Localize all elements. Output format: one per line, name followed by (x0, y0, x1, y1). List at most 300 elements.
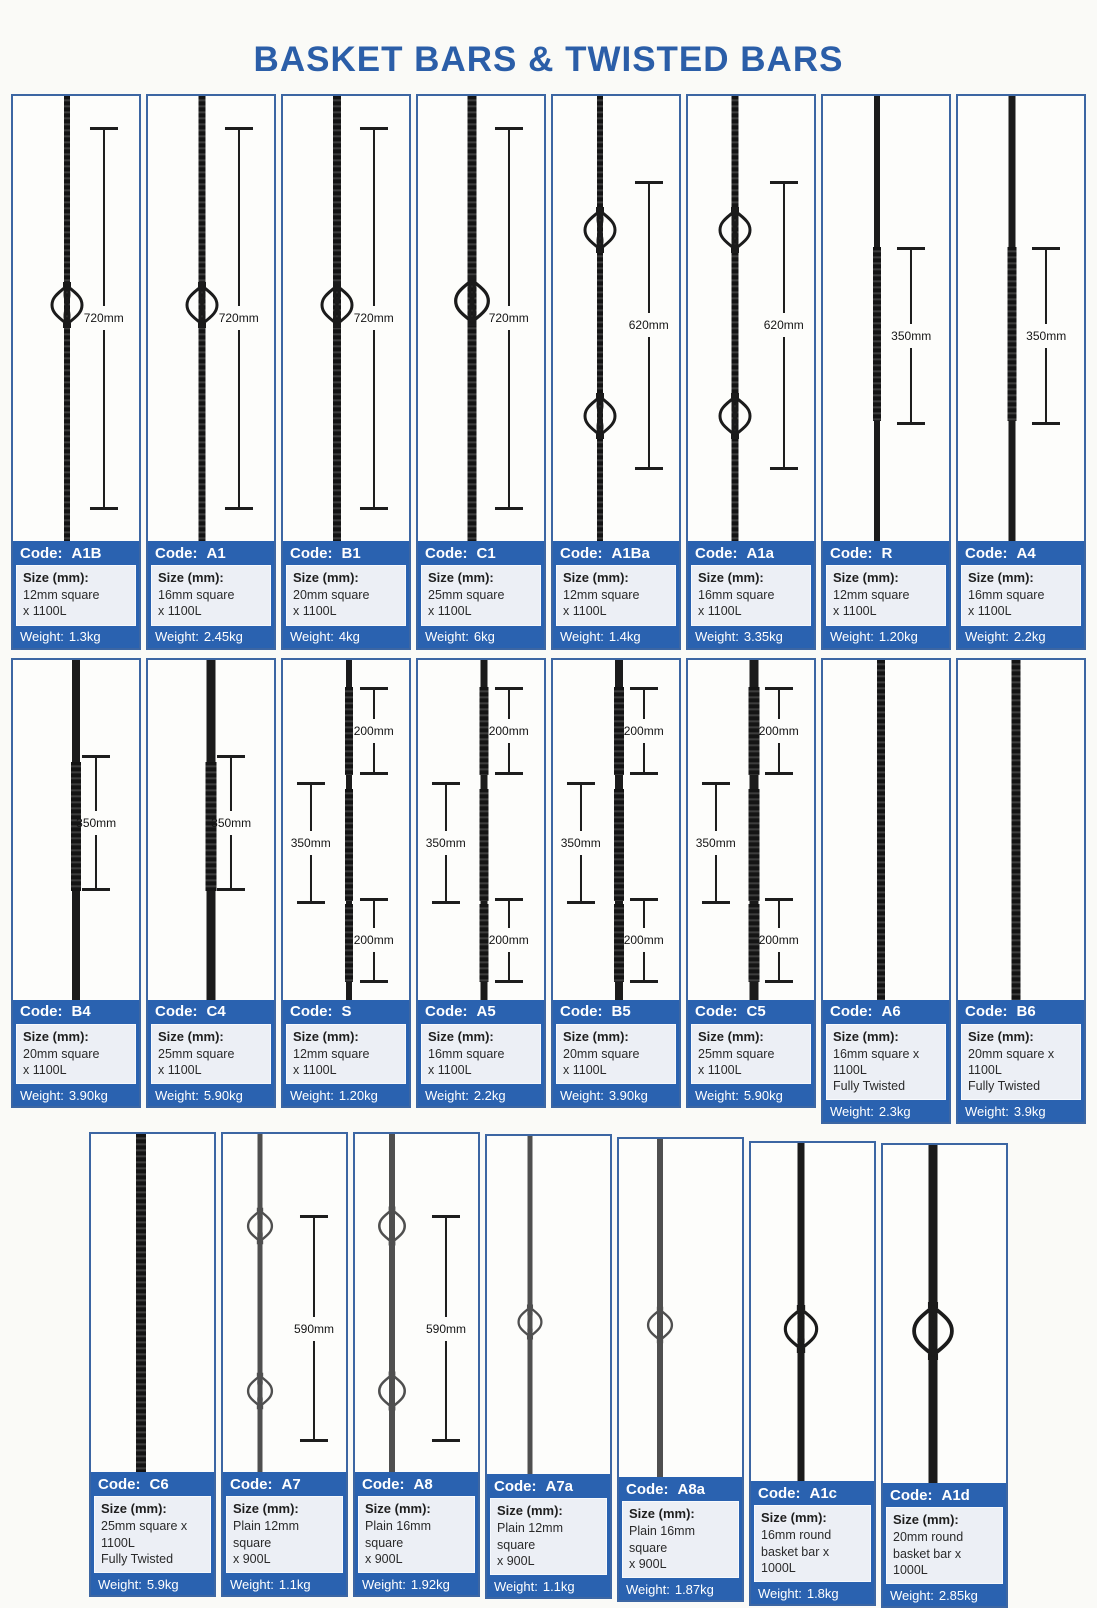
size-box (691, 1024, 811, 1085)
size-heading: Size (mm): (365, 1501, 431, 1517)
code-value: S (341, 1003, 352, 1020)
weight-band (883, 1584, 1006, 1606)
weight-value: 2.2kg (1013, 629, 1046, 644)
code-value: A8 (413, 1475, 433, 1493)
product-info (619, 1477, 742, 1600)
size-line: x 1100L (698, 604, 742, 619)
code-value: C4 (206, 1003, 226, 1020)
bar-graphic (346, 660, 352, 1000)
size-box (622, 1501, 739, 1578)
weight-value: 5.9kg (146, 1576, 179, 1592)
dimension-marker (291, 782, 331, 904)
basket-ornament (246, 1373, 273, 1410)
weight-label: Weight: (890, 1587, 934, 1603)
size-box (556, 1024, 676, 1085)
weight-band (751, 1582, 874, 1604)
product-info (13, 541, 139, 648)
size-line: basket bar x 1000L (761, 1544, 830, 1575)
code-band (823, 541, 949, 565)
basket-icon (646, 1307, 673, 1344)
dimension-label: 590mm (426, 1321, 467, 1336)
basket-ornament (646, 1307, 673, 1344)
weight-label: Weight: (830, 629, 874, 644)
weight-label: Weight: (695, 629, 739, 644)
size-lines (833, 1046, 939, 1095)
size-box (151, 565, 271, 626)
code-label: Code: (965, 1003, 1008, 1020)
code-value: A1 (206, 544, 226, 562)
size-line: Plain 12mm square (497, 1521, 563, 1552)
size-lines (158, 1046, 264, 1079)
product-image (418, 660, 544, 1000)
size-lines (497, 1520, 600, 1569)
basket-icon (377, 1206, 406, 1245)
weight-band (823, 626, 949, 648)
bar-graphic (731, 96, 738, 541)
product-image (283, 96, 409, 541)
size-lines (233, 1518, 336, 1567)
product-info (751, 1481, 874, 1604)
basket-icon (517, 1305, 543, 1340)
code-label: Code: (155, 544, 198, 562)
code-label: Code: (290, 544, 333, 562)
size-line: 25mm square (698, 1046, 775, 1061)
size-line: x 1100L (158, 1062, 202, 1077)
size-heading: Size (mm): (698, 570, 764, 585)
code-band (418, 541, 544, 565)
code-label: Code: (494, 1477, 537, 1495)
bar-graphic (749, 660, 758, 1000)
size-lines (833, 587, 939, 620)
code-label: Code: (695, 1003, 738, 1020)
code-band (958, 1000, 1084, 1024)
product-grid (0, 94, 1097, 1608)
size-line: x 1100L (563, 1062, 607, 1077)
product-info (958, 1000, 1084, 1123)
code-label: Code: (830, 1003, 873, 1020)
code-band (148, 541, 274, 565)
code-value: A5 (476, 1003, 496, 1020)
twisted-section (614, 687, 624, 775)
weight-band (148, 626, 274, 648)
size-line: x 1100L (293, 1062, 337, 1077)
basket-icon (454, 275, 491, 326)
product-image (958, 96, 1084, 541)
code-value: B1 (341, 544, 361, 562)
basket-icon (718, 393, 752, 439)
twisted-section (873, 247, 881, 421)
dimension-label: 620mm (763, 318, 804, 333)
size-box (16, 1024, 136, 1085)
weight-label: Weight: (425, 629, 469, 644)
basket-ornament (377, 1372, 406, 1411)
weight-value: 1.20kg (878, 629, 918, 644)
size-heading: Size (mm): (968, 570, 1034, 585)
product-info (355, 1472, 478, 1595)
size-heading: Size (mm): (968, 1028, 1034, 1044)
code-band (223, 1472, 346, 1496)
weight-value: 3.90kg (608, 1087, 648, 1103)
code-band (553, 1000, 679, 1024)
size-line: Fully Twisted (833, 1079, 906, 1093)
code-band (355, 1472, 478, 1496)
code-value: C1 (476, 544, 496, 562)
size-box (358, 1496, 475, 1573)
bar-graphic (1009, 96, 1016, 541)
weight-label: Weight: (560, 629, 604, 644)
bar-graphic (257, 1134, 262, 1472)
size-line: x 1100L (428, 1062, 472, 1077)
size-line: x 900L (365, 1551, 403, 1566)
dimension-marker (624, 687, 664, 775)
dimension-marker (426, 782, 466, 904)
weight-label: Weight: (560, 1087, 604, 1103)
size-lines (563, 587, 669, 620)
weight-value: 1.1kg (542, 1578, 575, 1594)
weight-band (958, 1100, 1084, 1122)
code-value: C5 (746, 1003, 766, 1020)
size-line: 16mm square x 1100L (833, 1046, 920, 1077)
product-card (485, 1134, 612, 1599)
product-card (146, 658, 276, 1109)
dimension-label: 720mm (83, 311, 124, 326)
product-card (881, 1143, 1008, 1608)
product-image (619, 1139, 742, 1477)
weight-label: Weight: (695, 1087, 739, 1103)
size-heading: Size (mm): (101, 1501, 167, 1517)
dimension-marker (354, 687, 394, 775)
size-line: x 1100L (698, 1062, 742, 1077)
size-heading: Size (mm): (158, 570, 224, 585)
size-box (691, 565, 811, 626)
twisted-section (479, 904, 488, 982)
product-info (13, 1000, 139, 1107)
twisted-section (345, 789, 353, 901)
size-line: 16mm round (761, 1528, 832, 1543)
product-image (823, 660, 949, 1000)
dimension-marker (294, 1215, 334, 1441)
code-value: A6 (881, 1003, 901, 1020)
weight-value: 4kg (338, 629, 360, 644)
product-card (89, 1132, 216, 1597)
code-band (148, 1000, 274, 1024)
code-value: R (881, 544, 893, 562)
weight-value: 1.87kg (674, 1581, 714, 1597)
dimension-label: 350mm (76, 815, 117, 830)
code-label: Code: (362, 1475, 405, 1493)
bar-graphic (597, 96, 603, 541)
twisted-section (479, 789, 488, 901)
code-band (688, 1000, 814, 1024)
size-line: x 1100L (968, 604, 1012, 619)
twisted-section (1008, 247, 1017, 421)
product-image (553, 660, 679, 1000)
size-line: 16mm square (158, 588, 235, 602)
size-lines (23, 587, 129, 620)
weight-value: 3.9kg (1013, 1103, 1046, 1119)
size-lines (968, 1046, 1074, 1095)
dimension-label: 200mm (488, 933, 529, 947)
page-title: BASKET BARS & TWISTED BARS (253, 40, 844, 79)
size-lines (293, 1046, 399, 1079)
code-value: B4 (71, 1003, 91, 1020)
code-label: Code: (965, 544, 1008, 562)
product-row (0, 94, 1097, 650)
weight-label: Weight: (758, 1585, 802, 1601)
product-image (823, 96, 949, 541)
dimension-marker (489, 898, 529, 983)
code-label: Code: (425, 1003, 468, 1020)
size-heading: Size (mm): (233, 1501, 299, 1517)
size-line: x 1100L (563, 604, 607, 619)
weight-band (223, 1573, 346, 1595)
product-info (283, 1000, 409, 1107)
weight-value: 3.35kg (743, 629, 783, 644)
product-card (551, 658, 681, 1109)
size-line: x 1100L (293, 604, 337, 619)
size-line: 16mm square (968, 588, 1045, 602)
code-value: A1c (809, 1484, 838, 1502)
size-line: 20mm square (293, 588, 370, 602)
weight-label: Weight: (830, 1103, 874, 1119)
size-heading: Size (mm): (293, 570, 359, 585)
product-image (283, 660, 409, 1000)
size-line: 25mm square (428, 588, 505, 602)
dimension-label: 200mm (623, 933, 664, 947)
weight-band (283, 1084, 409, 1106)
code-value: B6 (1016, 1003, 1036, 1020)
size-box (556, 565, 676, 626)
dimension-marker (354, 898, 394, 983)
code-value: A8a (677, 1480, 706, 1498)
weight-band (688, 1084, 814, 1106)
product-info (283, 541, 409, 648)
code-value: A7a (545, 1477, 574, 1495)
weight-band (148, 1084, 274, 1106)
size-box (421, 1024, 541, 1085)
size-lines (629, 1523, 732, 1572)
size-box (421, 565, 541, 626)
size-line: 25mm square x 1100L (101, 1519, 188, 1550)
product-card (221, 1132, 348, 1597)
product-info (553, 541, 679, 648)
product-card (146, 94, 276, 650)
weight-value: 2.45kg (203, 629, 243, 644)
product-info (148, 1000, 274, 1107)
code-label: Code: (626, 1480, 669, 1498)
code-value: B5 (611, 1003, 631, 1020)
size-line: x 1100L (158, 604, 202, 619)
size-heading: Size (mm): (698, 1028, 764, 1044)
product-card (617, 1137, 744, 1602)
dimension-marker (891, 247, 931, 425)
size-heading: Size (mm): (893, 1512, 959, 1528)
twisted-section (748, 904, 759, 982)
dimension-marker (629, 181, 669, 470)
product-card (416, 94, 546, 650)
product-info (823, 541, 949, 648)
weight-label: Weight: (362, 1576, 406, 1592)
weight-band (823, 1100, 949, 1122)
code-label: Code: (20, 544, 63, 562)
size-box (490, 1498, 607, 1575)
basket-ornament (320, 282, 354, 328)
product-card (686, 94, 816, 650)
weight-label: Weight: (290, 1087, 334, 1103)
bar-graphic (877, 660, 885, 1000)
code-band (418, 1000, 544, 1024)
product-info (823, 1000, 949, 1123)
size-heading: Size (mm): (761, 1510, 827, 1526)
product-card (551, 94, 681, 650)
size-line: 20mm square (23, 1046, 100, 1061)
dimension-marker (764, 181, 804, 470)
size-box (826, 565, 946, 626)
code-band (958, 541, 1084, 565)
product-image (883, 1145, 1006, 1483)
size-line: 12mm square (833, 588, 910, 602)
dimension-marker (219, 127, 259, 510)
basket-ornament (185, 282, 219, 328)
basket-ornament (718, 207, 752, 253)
product-info (418, 1000, 544, 1107)
code-band (688, 541, 814, 565)
bar-graphic (136, 1134, 146, 1472)
dimension-label: 350mm (891, 329, 932, 344)
size-line: Fully Twisted (968, 1079, 1041, 1093)
weight-band (553, 626, 679, 648)
size-line: x 1100L (23, 604, 67, 619)
weight-value: 6kg (473, 629, 495, 644)
weight-band (418, 626, 544, 648)
size-line: Plain 16mm square (365, 1519, 431, 1550)
product-card (749, 1141, 876, 1606)
code-value: A1B (71, 544, 102, 562)
size-heading: Size (mm): (833, 1028, 899, 1044)
code-label: Code: (20, 1003, 63, 1020)
weight-label: Weight: (290, 629, 334, 644)
weight-label: Weight: (965, 629, 1009, 644)
weight-value: 2.2kg (473, 1087, 506, 1103)
basket-icon (185, 282, 219, 328)
basket-ornament (50, 282, 84, 328)
size-box (754, 1505, 871, 1582)
size-box (94, 1496, 211, 1573)
size-lines (893, 1529, 996, 1578)
code-band (13, 541, 139, 565)
basket-ornament (718, 393, 752, 439)
product-row (0, 1132, 1097, 1608)
dimension-label: 200mm (353, 933, 394, 947)
product-image (355, 1134, 478, 1472)
code-band (823, 1000, 949, 1024)
bar-graphic (389, 1134, 395, 1472)
dimension-marker (759, 687, 799, 775)
weight-band (958, 626, 1084, 648)
product-card (686, 658, 816, 1109)
weight-label: Weight: (98, 1576, 142, 1592)
weight-value: 3.90kg (68, 1087, 108, 1103)
twisted-section (748, 687, 759, 775)
product-card (11, 94, 141, 650)
basket-icon (718, 207, 752, 253)
weight-label: Weight: (965, 1103, 1009, 1119)
product-card (416, 658, 546, 1109)
dimension-marker (76, 755, 116, 891)
dimension-label: 200mm (623, 723, 664, 738)
weight-band (355, 1573, 478, 1595)
code-label: Code: (830, 544, 873, 562)
weight-value: 1.4kg (608, 629, 641, 644)
dimension-marker (561, 782, 601, 904)
code-band (751, 1481, 874, 1505)
weight-value: 1.3kg (68, 629, 101, 644)
size-heading: Size (mm): (158, 1028, 224, 1044)
dimension-label: 350mm (560, 836, 601, 851)
product-image (148, 96, 274, 541)
weight-band (13, 626, 139, 648)
size-lines (968, 587, 1074, 620)
basket-icon (912, 1302, 955, 1360)
weight-value: 5.90kg (203, 1087, 243, 1103)
weight-band (13, 1084, 139, 1106)
size-lines (23, 1046, 129, 1079)
weight-label: Weight: (425, 1087, 469, 1103)
dimension-marker (759, 898, 799, 983)
product-info (553, 1000, 679, 1107)
dimension-label: 350mm (695, 836, 736, 851)
product-info (223, 1472, 346, 1595)
dimension-marker (84, 127, 124, 510)
product-card (281, 94, 411, 650)
weight-label: Weight: (626, 1581, 670, 1597)
product-image (751, 1143, 874, 1481)
product-card (281, 658, 411, 1109)
twisted-section (345, 687, 353, 775)
code-value: A1d (941, 1486, 970, 1504)
size-heading: Size (mm): (833, 570, 899, 585)
code-label: Code: (155, 1003, 198, 1020)
code-label: Code: (425, 544, 468, 562)
product-row (0, 658, 1097, 1125)
basket-ornament (583, 207, 617, 253)
dimension-label: 200mm (353, 723, 394, 738)
product-image (13, 660, 139, 1000)
basket-icon (320, 282, 354, 328)
dimension-marker (1026, 247, 1066, 425)
size-box (826, 1024, 946, 1101)
dimension-label: 590mm (294, 1321, 335, 1336)
size-heading: Size (mm): (23, 1028, 89, 1044)
size-line: x 1100L (833, 604, 877, 619)
product-info (148, 541, 274, 648)
code-value: C6 (149, 1475, 169, 1493)
product-image (553, 96, 679, 541)
weight-label: Weight: (20, 629, 64, 644)
weight-label: Weight: (20, 1087, 64, 1103)
size-heading: Size (mm): (293, 1028, 359, 1044)
size-line: x 900L (233, 1551, 271, 1566)
size-box (961, 565, 1081, 626)
code-value: A1Ba (611, 544, 650, 562)
dimension-label: 200mm (488, 723, 529, 738)
dimension-label: 350mm (290, 836, 331, 851)
dimension-label: 350mm (1026, 329, 1067, 344)
product-card (821, 94, 951, 650)
code-band (553, 541, 679, 565)
bar-graphic (480, 660, 487, 1000)
dimension-label: 200mm (758, 933, 799, 947)
